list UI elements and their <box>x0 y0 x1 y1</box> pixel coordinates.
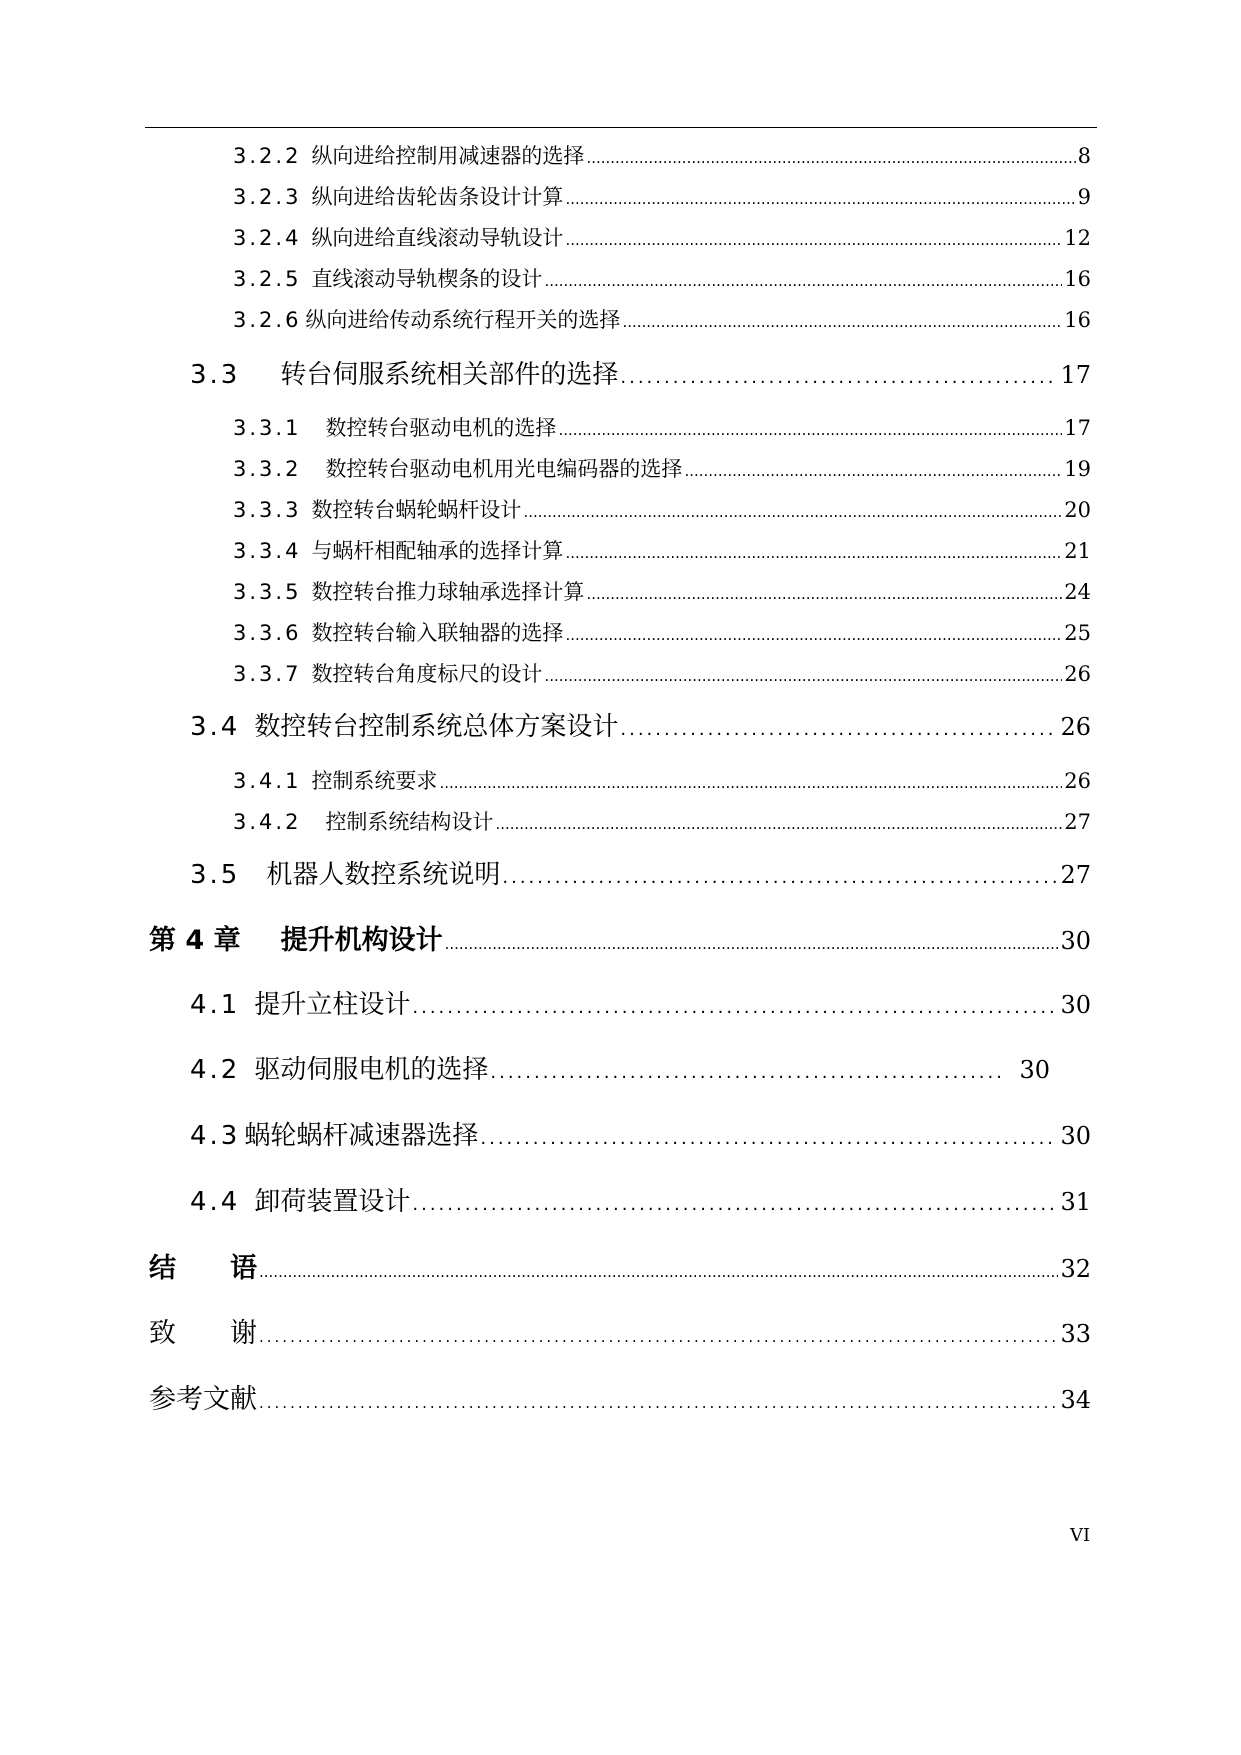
toc-number: 3.4.1 <box>233 769 302 793</box>
toc-entry-3-4-2[interactable] <box>233 806 1091 836</box>
toc-page-number: 25 <box>1064 621 1091 645</box>
header-rule <box>145 127 1097 128</box>
toc-number: 3.2.4 <box>233 226 302 250</box>
toc-page-number: 12 <box>1064 226 1091 250</box>
toc-number: 3.2.2 <box>233 144 302 168</box>
toc-title: 控制系统要求 <box>311 769 438 793</box>
toc-entry-3-2-6[interactable] <box>233 304 1091 334</box>
toc-page-number: 27 <box>1060 861 1091 889</box>
toc-title: 参考文献 <box>149 1384 257 1415</box>
toc-leader-dots <box>565 185 1075 209</box>
toc-page-number: 31 <box>1060 1188 1091 1216</box>
toc-number: 3.3.3 <box>233 498 302 522</box>
toc-entry-3-2-3[interactable] <box>233 181 1091 211</box>
toc-leader-dots <box>620 360 1058 390</box>
toc-leader-dots <box>480 1121 1058 1151</box>
toc-entry-4-1[interactable] <box>190 984 1091 1021</box>
toc-leader-dots <box>586 144 1075 168</box>
toc-leader-dots <box>259 1253 1058 1284</box>
toc-entry-3-4[interactable] <box>190 706 1091 743</box>
toc-page-number: 21 <box>1064 539 1091 563</box>
toc-entry-3-3-1[interactable] <box>233 412 1091 442</box>
toc-title: 数控转台控制系统总体方案设计 <box>254 712 619 742</box>
toc-number: 3.3.6 <box>233 621 302 645</box>
toc-page-number: 33 <box>1060 1320 1091 1348</box>
toc-page-number: 30 <box>1019 1056 1050 1084</box>
toc-page-number: 26 <box>1064 769 1091 793</box>
toc-number: 3.4 <box>190 712 241 742</box>
toc-number: 3.2.5 <box>233 267 302 291</box>
toc-leader-dots <box>439 769 1062 793</box>
toc-number: 4.3 <box>190 1121 241 1151</box>
toc-page-number: 32 <box>1060 1255 1091 1283</box>
toc-leader-dots <box>622 308 1062 332</box>
toc-leader-dots <box>495 810 1062 834</box>
toc-number: 3.2.6 <box>233 308 302 332</box>
toc-title: 数控转台蜗轮蜗杆设计 <box>311 498 522 522</box>
toc-number: 3.3.4 <box>233 539 302 563</box>
toc-page-number: 26 <box>1060 713 1091 741</box>
toc-leader-dots <box>544 267 1062 291</box>
toc-title: 纵向进给直线滚动导轨设计 <box>311 226 564 250</box>
toc-title: 结 语 <box>149 1253 257 1284</box>
toc-leader-dots <box>684 457 1062 481</box>
toc-entry-conclusion[interactable] <box>149 1246 1091 1285</box>
toc-page-number: 30 <box>1060 991 1091 1019</box>
toc-number: 4.1 <box>190 990 241 1020</box>
toc-leader-dots <box>502 860 1058 890</box>
toc-number: 3.2.3 <box>233 185 302 209</box>
toc-leader-dots <box>565 539 1062 563</box>
toc-title: 数控转台驱动电机用光电编码器的选择 <box>325 457 683 481</box>
toc-title: 数控转台输入联轴器的选择 <box>311 621 564 645</box>
toc-page-number: 20 <box>1064 498 1091 522</box>
toc-leader-dots <box>586 580 1062 604</box>
toc-page-number: 16 <box>1064 267 1091 291</box>
toc-page-number: 24 <box>1064 580 1091 604</box>
toc-page-number: 16 <box>1064 308 1091 332</box>
toc-title: 卸荷装置设计 <box>254 1187 411 1217</box>
toc-leader-dots <box>544 662 1062 686</box>
footer-page-number: VI <box>1070 1525 1091 1546</box>
toc-title: 数控转台推力球轴承选择计算 <box>311 580 585 604</box>
toc-page-number: 30 <box>1060 927 1091 955</box>
toc-entry-3-5[interactable] <box>190 854 1091 891</box>
toc-title: 与蜗杆相配轴承的选择计算 <box>311 539 564 563</box>
toc-entry-4-4[interactable] <box>190 1181 1091 1218</box>
toc-leader-dots <box>565 226 1062 250</box>
toc-entry-4-2[interactable] <box>190 1049 1050 1086</box>
toc-leader-dots <box>412 1187 1058 1217</box>
toc-entry-acknowledgements[interactable] <box>149 1311 1091 1350</box>
toc-page-number: 30 <box>1060 1122 1091 1150</box>
toc-page-number: 19 <box>1064 457 1091 481</box>
toc-title: 蜗轮蜗杆减速器选择 <box>244 1121 479 1151</box>
toc-title: 数控转台角度标尺的设计 <box>311 662 543 686</box>
toc-leader-dots <box>565 621 1062 645</box>
toc-entry-3-3-7[interactable] <box>233 658 1091 688</box>
toc-leader-dots <box>490 1055 1001 1085</box>
toc-page-number: 26 <box>1064 662 1091 686</box>
toc-page-number: 17 <box>1064 416 1091 440</box>
toc-title: 纵向进给传动系统行程开关的选择 <box>305 308 621 332</box>
toc-number: 3.3.5 <box>233 580 302 604</box>
toc-entry-references[interactable] <box>149 1377 1091 1416</box>
toc-leader-dots <box>523 498 1062 522</box>
toc-entry-3-3-4[interactable] <box>233 535 1091 565</box>
toc-number: 3.3.2 <box>233 457 302 481</box>
toc-entry-3-2-4[interactable] <box>233 222 1091 252</box>
toc-title: 提升立柱设计 <box>254 990 411 1020</box>
toc-entry-4-3[interactable] <box>190 1115 1091 1152</box>
toc-leader-dots <box>445 925 1059 956</box>
toc-entry-3-3-5[interactable] <box>233 576 1091 606</box>
toc-title: 转台伺服系统相关部件的选择 <box>280 360 619 390</box>
toc-entry-3-3[interactable] <box>190 354 1091 391</box>
toc-leader-dots <box>620 712 1058 742</box>
toc-title: 驱动伺服电机的选择 <box>254 1055 489 1085</box>
toc-entry-3-3-3[interactable] <box>233 494 1091 524</box>
toc-number: 3.4.2 <box>233 810 302 834</box>
toc-title: 纵向进给齿轮齿条设计计算 <box>311 185 564 209</box>
toc-entry-chapter-4[interactable] <box>149 918 1091 957</box>
toc-page-number: 8 <box>1077 144 1091 168</box>
toc-entry-3-3-2[interactable] <box>233 453 1091 483</box>
toc-number: 3.3 <box>190 360 241 390</box>
toc-entry-3-2-5[interactable] <box>233 263 1091 293</box>
toc-entry-3-3-6[interactable] <box>233 617 1091 647</box>
toc-leader-dots <box>259 1318 1058 1349</box>
toc-number: 3.3.1 <box>233 416 302 440</box>
toc-number: 4.4 <box>190 1187 241 1217</box>
toc-leader-dots <box>412 990 1058 1020</box>
toc-title: 提升机构设计 <box>280 925 443 956</box>
toc-title: 数控转台驱动电机的选择 <box>325 416 557 440</box>
toc-title: 控制系统结构设计 <box>325 810 494 834</box>
toc-title: 致 谢 <box>149 1318 257 1349</box>
toc-entry-3-2-2[interactable] <box>233 140 1091 170</box>
toc-number: 3.3.7 <box>233 662 302 686</box>
toc-leader-dots <box>259 1384 1058 1415</box>
toc-page-number: 17 <box>1060 361 1091 389</box>
toc-page-number: 27 <box>1064 810 1091 834</box>
toc-title: 纵向进给控制用减速器的选择 <box>311 144 585 168</box>
toc-title: 机器人数控系统说明 <box>266 860 501 890</box>
toc-entry-3-4-1[interactable] <box>233 765 1091 795</box>
toc-page-number: 34 <box>1060 1386 1091 1414</box>
toc-chapter-number: 第 4 章 <box>149 925 241 956</box>
toc-number: 4.2 <box>190 1055 241 1085</box>
toc-page-number: 9 <box>1077 185 1091 209</box>
toc-title: 直线滚动导轨楔条的设计 <box>311 267 543 291</box>
toc-leader-dots <box>558 416 1062 440</box>
toc-number: 3.5 <box>190 860 241 890</box>
